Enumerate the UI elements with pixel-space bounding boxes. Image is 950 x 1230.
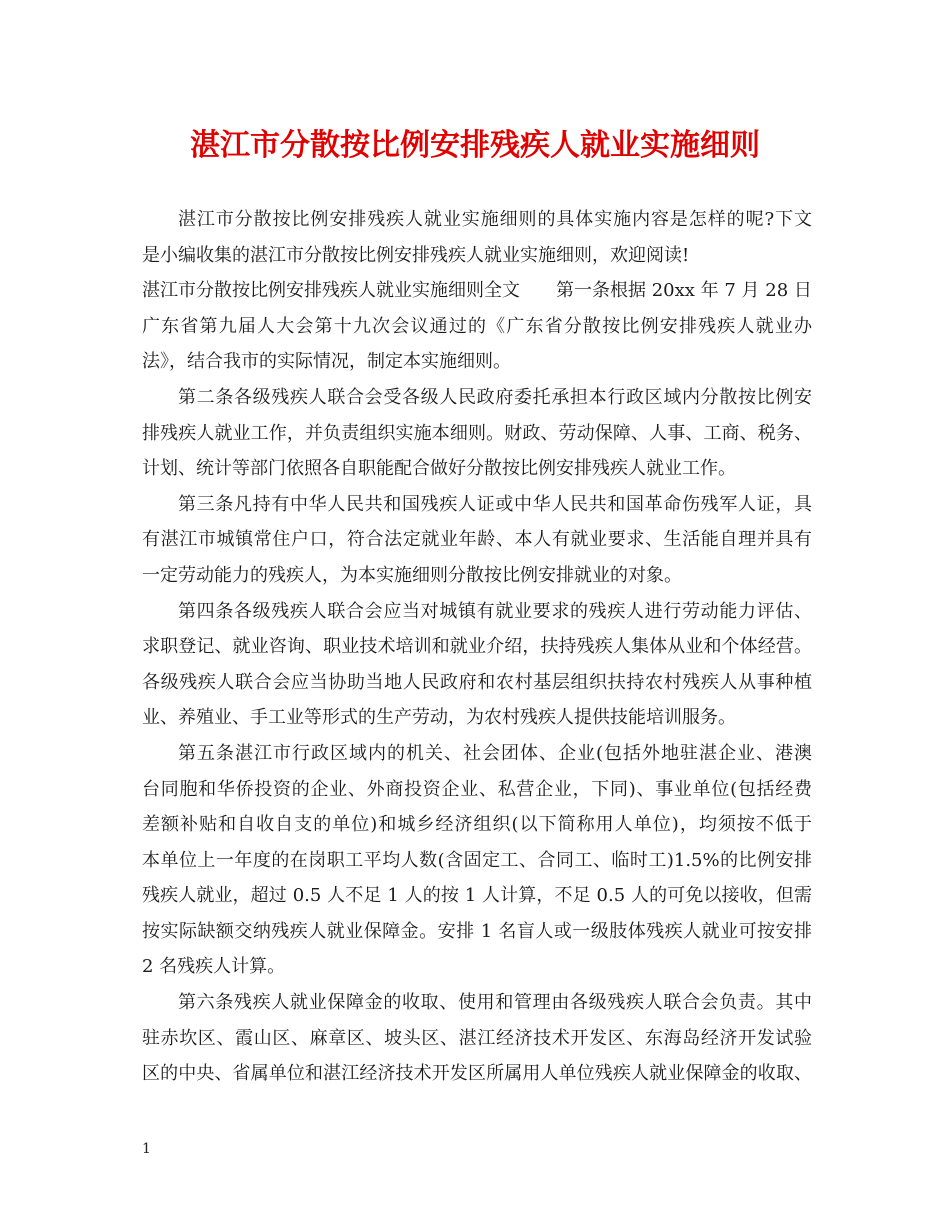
paragraph-line: 第四条各级残疾人联合会应当对城镇有就业要求的残疾人进行劳动能力评估、	[178, 600, 812, 622]
document-title: 湛江市分散按比例安排残疾人就业实施细则	[190, 128, 760, 163]
paragraph-line: 本单位上一年度的在岗职工平均人数(含固定工、合同工、临时工)1.5%的比例安排	[142, 849, 812, 871]
paragraph-line: 广东省第九届人大会第十九次会议通过的《广东省分散按比例安排残疾人就业办	[142, 315, 812, 337]
paragraph-line: 法》，结合我市的实际情况，制定本实施细则。	[142, 351, 511, 373]
paragraph-line: 求职登记、就业咨询、职业技术培训和就业介绍，扶持残疾人集体从业和个体经营。	[142, 636, 812, 658]
paragraph-line: 第二条各级残疾人联合会受各级人民政府委托承担本行政区域内分散按比例安	[178, 386, 812, 408]
paragraph-line: 湛江市分散按比例安排残疾人就业实施细则的具体实施内容是怎样的呢?下文	[178, 209, 812, 230]
paragraph-line: 各级残疾人联合会应当协助当地人民政府和农村基层组织扶持农村残疾人从事种植	[142, 671, 812, 693]
paragraph-line: 第六条残疾人就业保障金的收取、使用和管理由各级残疾人联合会负责。其中	[178, 992, 812, 1014]
document-body	[142, 202, 812, 1092]
paragraph-line: 按实际缺额交纳残疾人就业保障金。安排 1 名盲人或一级肢体残疾人就业可按安排	[142, 920, 812, 942]
paragraph-line: 一定劳动能力的残疾人，为本实施细则分散按比例安排就业的对象。	[142, 564, 682, 586]
paragraph-line: 有湛江市城镇常住户口，符合法定就业年龄、本人有就业要求、生活能自理并具有	[142, 529, 812, 551]
paragraph-line: 差额补贴和自收自支的单位)和城乡经济组织(以下简称用人单位)，均须按不低于	[142, 814, 812, 836]
paragraph-line: 排残疾人就业工作，并负责组织实施本细则。财政、劳动保障、人事、工商、税务、	[142, 422, 812, 444]
paragraph-line: 是小编收集的湛江市分散按比例安排残疾人就业实施细则，欢迎阅读!	[142, 244, 690, 266]
paragraph-line: 区的中央、省属单位和湛江经济技术开发区所属用人单位残疾人就业保障金的收取、	[142, 1063, 812, 1085]
article-1-start: 第一条根据 20xx 年 7 月 28 日	[556, 280, 812, 302]
fulltext-heading: 湛江市分散按比例安排残疾人就业实施细则全文	[142, 280, 520, 302]
paragraph-line: 驻赤坎区、霞山区、麻章区、坡头区、湛江经济技术开发区、东海岛经济开发试验	[142, 1027, 812, 1049]
paragraph-line: 第五条湛江市行政区域内的机关、社会团体、企业(包括外地驻湛企业、港澳	[178, 742, 812, 764]
page-number: 1	[142, 1141, 151, 1157]
paragraph-line: 第三条凡持有中华人民共和国残疾人证或中华人民共和国革命伤残军人证，具	[178, 493, 812, 515]
paragraph-line: 残疾人就业，超过 0.5 人不足 1 人的按 1 人计算，不足 0.5 人的可免以接收，但需	[142, 885, 812, 907]
paragraph-line	[142, 273, 812, 309]
paragraph-line: 计划、统计等部门依照各自职能配合做好分散按比例安排残疾人就业工作。	[142, 458, 736, 480]
paragraph-line: 2 名残疾人计算。	[142, 956, 286, 978]
paragraph-line: 台同胞和华侨投资的企业、外商投资企业、私营企业，下同)、事业单位(包括经费	[142, 778, 812, 800]
paragraph-line: 业、养殖业、手工业等形式的生产劳动，为农村残疾人提供技能培训服务。	[142, 707, 736, 729]
